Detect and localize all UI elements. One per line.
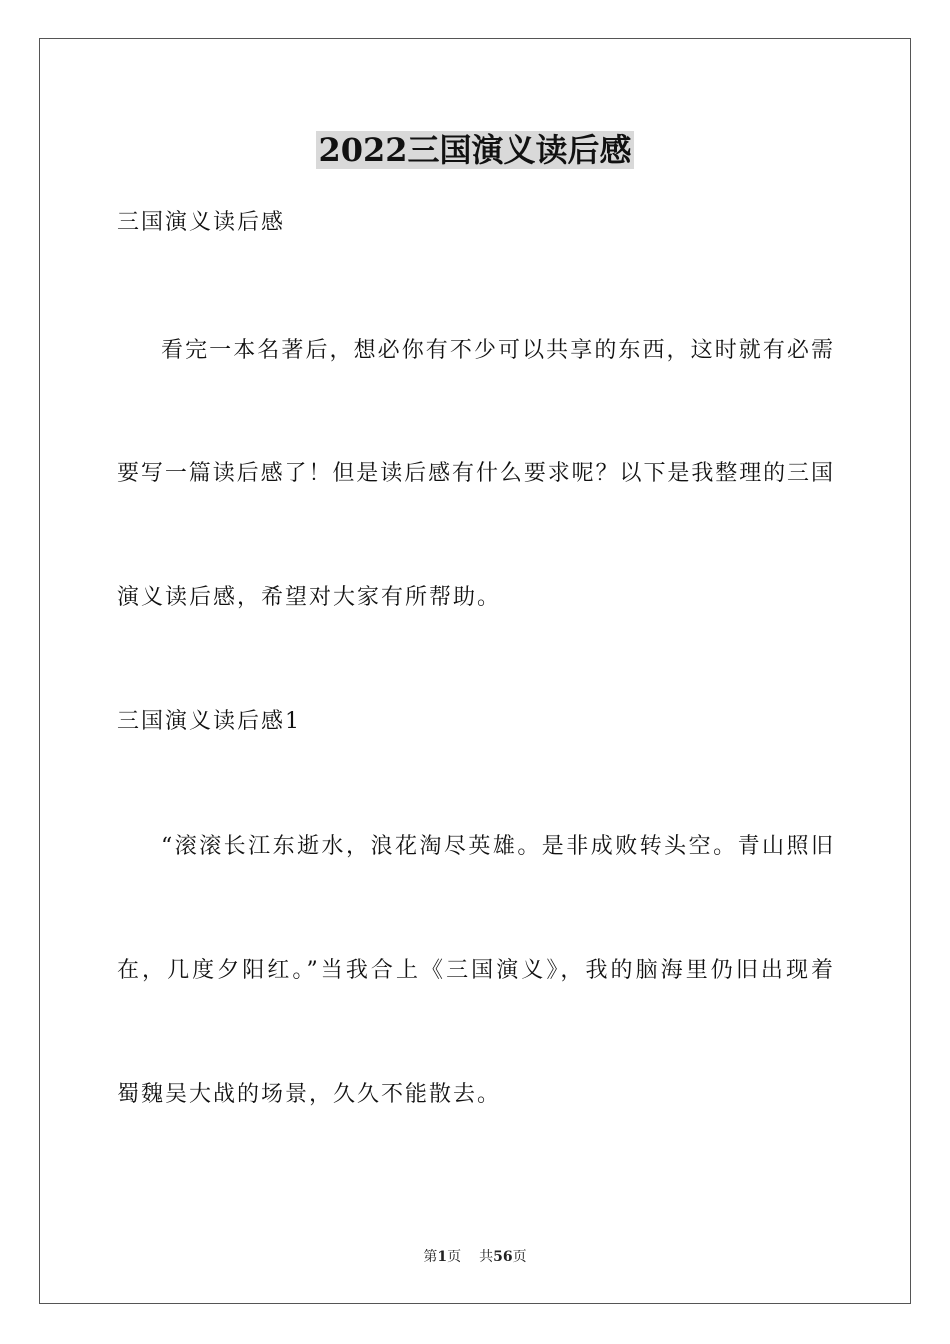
paragraph-2-line-3: 蜀魏吴大战的场景，久久不能散去。: [117, 1082, 502, 1107]
paragraph-2-line-1: “滚滚长江东逝水，浪花淘尽英雄。是非成败转头空。青山照旧: [161, 834, 833, 859]
document-title: [0, 128, 950, 172]
section-heading-2: 三国演义读后感1: [117, 709, 301, 734]
section-heading-1: 三国演义读后感: [117, 210, 286, 235]
paragraph-1-line-2: 要写一篇读后感了！但是读后感有什么要求呢？以下是我整理的三国: [117, 461, 833, 486]
footer-page-number: 1: [437, 1249, 448, 1265]
footer-page-suffix: 页: [447, 1249, 462, 1265]
document-title-text: 2022三国演义读后感: [318, 131, 632, 169]
footer-total-pages: 56: [493, 1249, 513, 1265]
footer-total-suffix: 页: [512, 1249, 527, 1265]
footer-total-prefix: 共: [479, 1249, 494, 1265]
paragraph-1-line-3: 演义读后感，希望对大家有所帮助。: [117, 585, 502, 610]
footer-page-prefix: 第: [423, 1249, 438, 1265]
page-footer: [0, 1247, 950, 1267]
paragraph-1-line-1: 看完一本名著后，想必你有不少可以共享的东西，这时就有必需: [161, 338, 833, 363]
paragraph-2-line-2: 在，几度夕阳红。”当我合上《三国演义》，我的脑海里仍旧出现着: [117, 958, 833, 983]
